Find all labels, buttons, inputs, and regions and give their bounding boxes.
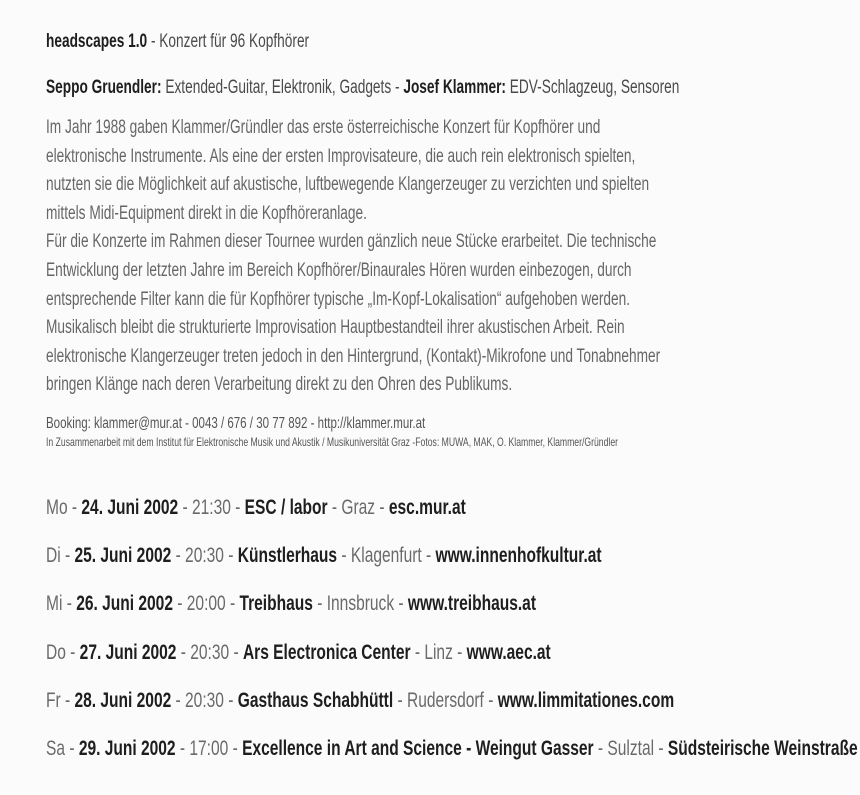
performer-2-name: Josef Klammer:: [403, 77, 506, 98]
website: www.aec.at: [466, 640, 551, 664]
performer-1-name: Seppo Gruendler:: [46, 77, 162, 98]
tour-date-row: Mo - 24. Juni 2002 - 21:30 - ESC / labor - Graz - esc.mur.at: [46, 496, 466, 519]
website: esc.mur.at: [388, 496, 466, 519]
weekday: Di -: [46, 544, 75, 568]
paragraph-line: Entwicklung der letzten Jahre im Bereich Kopfhörer/Binaurales Hören wurden einbezogen, durch: [46, 259, 632, 281]
website: www.innenhofkultur.at: [435, 544, 602, 568]
performer-2-role: EDV-Schlagzeug, Sensoren: [505, 77, 680, 98]
paragraph-line: elektronische Instrumente. Als eine der ersten Improvisateure, die auch rein elektronisch spielten,: [46, 145, 636, 167]
venue: ESC / labor: [244, 496, 328, 519]
website: www.limmitationes.com: [497, 688, 675, 712]
date: 29. Juni 2002: [78, 736, 176, 760]
paragraph-line: nutzten sie die Möglichkeit auf akustische, luftbewegende Klangerzeuger zu verzichten und spielten: [46, 174, 650, 196]
paragraph-line: entsprechende Filter kann die für Kopfhörer typische „Im-Kopf-Lokalisation“ aufgehoben werden.: [46, 288, 631, 310]
website: Südsteirische Weinstraße: [667, 736, 858, 760]
venue: Gasthaus Schabhüttl: [237, 688, 394, 712]
date: 26. Juni 2002: [76, 592, 173, 616]
date: 27. Juni 2002: [79, 640, 177, 664]
paragraph-line: elektronische Klangerzeuger treten jedoch in den Hintergrund, (Kontakt)-Mikrofone und Tonabnehmer: [46, 345, 661, 367]
title-separator: -: [147, 31, 160, 52]
venue: Ars Electronica Center: [242, 640, 411, 664]
paragraph-line: Musikalisch bleibt die strukturierte Improvisation Hauptbestandteil ihrer akustischen Arbeit. Rein: [46, 317, 625, 339]
performers-line: [46, 76, 846, 100]
credits-line: In Zusammenarbeit mit dem Institut für Elektronische Musik und Akustik / Musikuniversität Graz -Fotos: MUWA, MAK, O. Klammer, Klammer/Gründler: [46, 434, 619, 449]
tour-date-row: Di - 25. Juni 2002 - 20:30 - Künstlerhaus - Klagenfurt - www.innenhofkultur.at: [46, 544, 602, 568]
weekday: Do -: [46, 640, 80, 664]
city: Klagenfurt: [350, 544, 422, 568]
paragraph-line: bringen Klänge nach deren Verarbeitung direkt zu den Ohren des Publikums.: [46, 374, 513, 396]
paragraph-line: Für die Konzerte im Rahmen dieser Tournee wurden gänzlich neue Stücke erarbeitet. Die technische: [46, 231, 657, 253]
booking-contact: Booking: klammer@mur.at - 0043 / 676 / 30 77 892 - http://klammer.mur.at: [46, 414, 426, 432]
city: Rudersdorf: [406, 688, 484, 712]
performer-separator: -: [391, 77, 404, 98]
city: Sulztal: [607, 736, 655, 760]
date: 24. Juni 2002: [81, 496, 179, 519]
paragraph-line: Im Jahr 1988 gaben Klammer/Gründler das erste österreichische Konzert für Kopfhörer und: [46, 117, 601, 138]
website: www.treibhaus.at: [407, 592, 536, 616]
event-subtitle: Konzert für 96 Kopfhörer: [159, 31, 310, 52]
venue: Excellence in Art and Science - Weingut Gasser: [242, 736, 594, 760]
weekday: Fr -: [46, 688, 75, 712]
booking-block: [46, 414, 846, 450]
time: - 20:30 -: [171, 544, 238, 568]
time: - 20:00 -: [172, 592, 240, 616]
time: - 17:00 -: [175, 736, 243, 760]
tour-date-row: Fr - 28. Juni 2002 - 20:30 - Gasthaus Schabhüttl - Rudersdorf - www.limmitationes.com: [46, 688, 675, 712]
flyer-page: [46, 30, 846, 450]
weekday: Mi -: [46, 592, 77, 616]
venue: Treibhaus: [239, 592, 313, 616]
tour-date-row: Mi - 26. Juni 2002 - 20:00 - Treibhaus - Innsbruck - www.treibhaus.at: [46, 592, 536, 616]
description-paragraph: [46, 114, 846, 400]
event-title: headscapes 1.0: [46, 31, 148, 52]
paragraph-line: mittels Midi-Equipment direkt in die Kopfhöreranlage.: [46, 202, 367, 224]
time: - 20:30 -: [176, 640, 243, 664]
city: Innsbruck: [326, 592, 395, 616]
venue: Künstlerhaus: [237, 544, 338, 568]
city: Linz: [424, 640, 453, 664]
time: - 20:30 -: [171, 688, 238, 712]
time: - 21:30 -: [178, 496, 245, 519]
tour-date-row: Do - 27. Juni 2002 - 20:30 - Ars Electronica Center - Linz - www.aec.at: [46, 640, 551, 664]
performer-1-role: Extended-Guitar, Elektronik, Gadgets: [161, 77, 392, 98]
header-line: [46, 30, 846, 54]
date: 25. Juni 2002: [74, 544, 172, 568]
tour-dates-list: [46, 495, 858, 784]
weekday: Mo -: [46, 496, 82, 519]
city: Graz: [341, 496, 376, 519]
date: 28. Juni 2002: [74, 688, 172, 712]
tour-date-row: Sa - 29. Juni 2002 - 17:00 - Excellence in Art and Science - Weingut Gasser - Sulztal - Südsteirische Weinstraße: [46, 736, 858, 760]
weekday: Sa -: [46, 736, 79, 760]
